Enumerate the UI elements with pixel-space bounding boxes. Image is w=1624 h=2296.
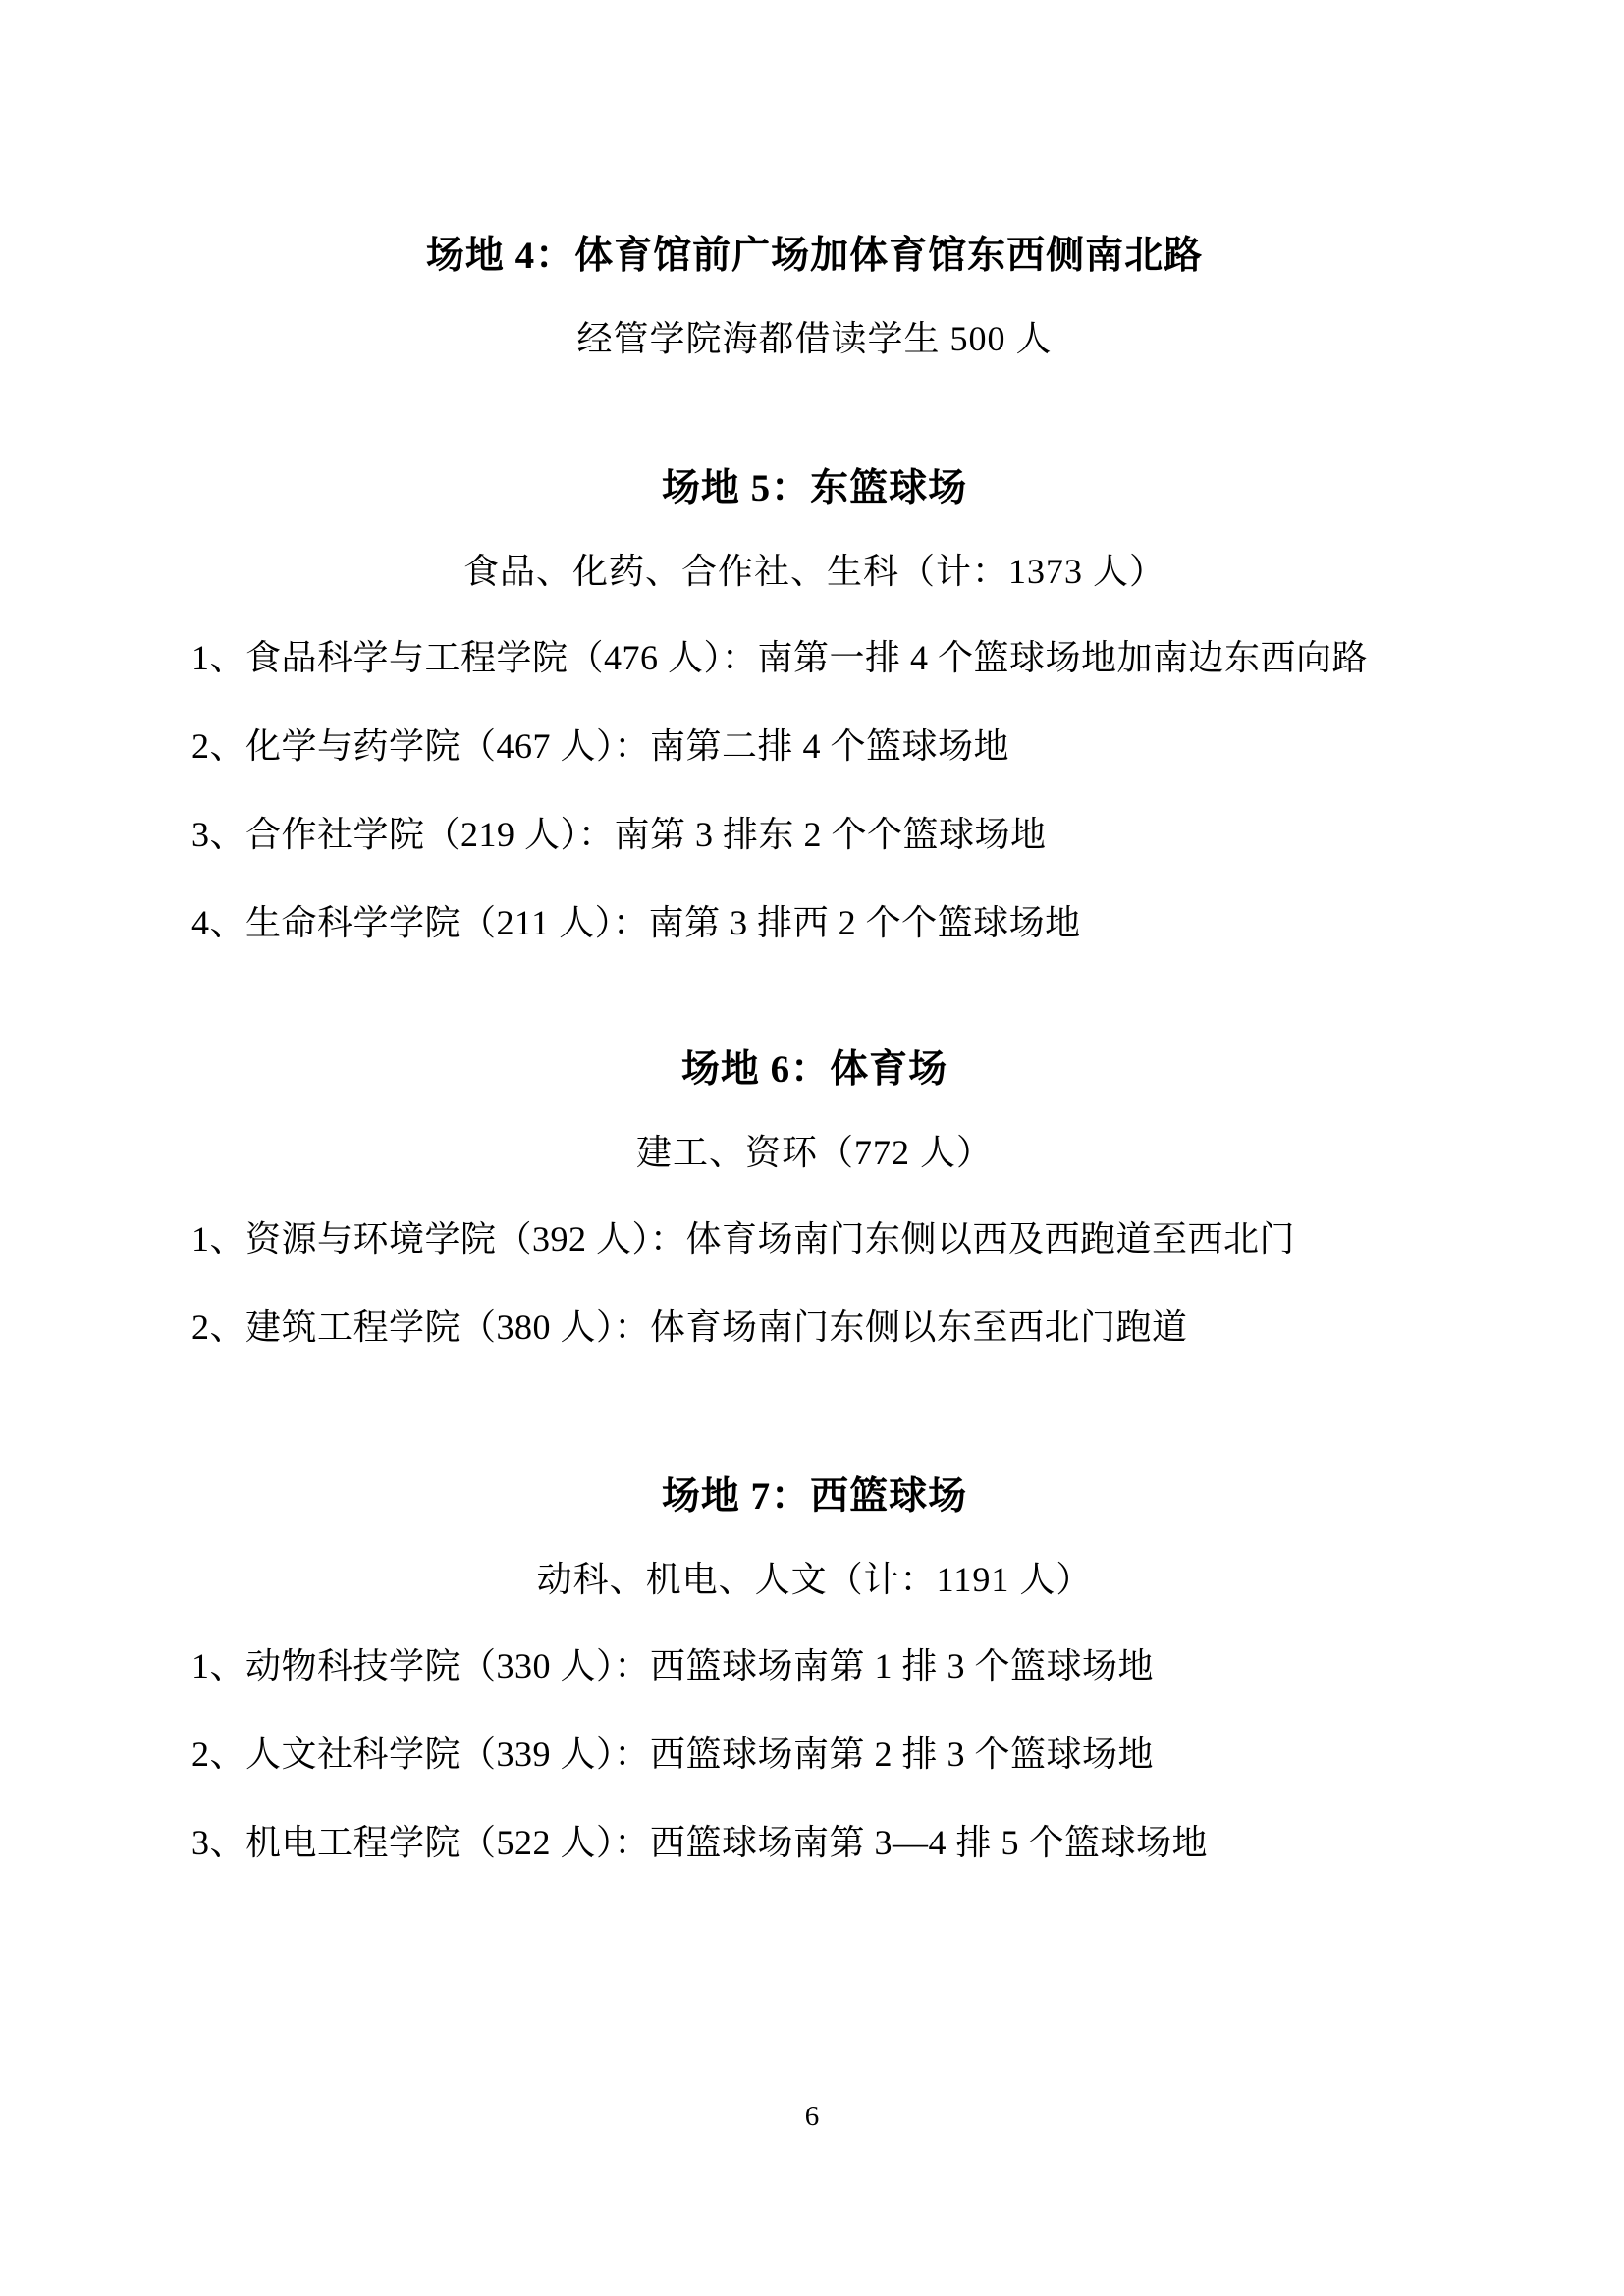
list-item: 2、人文社科学院（339 人）：西篮球场南第 2 排 3 个篮球场地 [191,1735,1155,1774]
venue-5-heading: 场地 5：东篮球场 [661,467,968,509]
list-item: 1、动物科技学院（330 人）：西篮球场南第 1 排 3 个篮球场地 [191,1646,1155,1685]
venue-7-item-list [191,1638,1437,1870]
venue-section-4 [191,228,1437,366]
venue-section-5 [191,460,1437,950]
venue-7-subheading: 动科、机电、人文（计：1191 人） [536,1560,1093,1599]
list-item: 3、机电工程学院（522 人）：西篮球场南第 3—4 排 5 个篮球场地 [191,1823,1209,1862]
venue-4-subheading: 经管学院海都借读学生 500 人 [576,319,1053,358]
page-number: 6 [804,2101,820,2132]
venue-5-item-list [191,630,1437,950]
list-item: 1、资源与环境学院（392 人）：体育场南门东侧以西及西跑道至西北门 [191,1219,1296,1258]
venue-4-heading: 场地 4：体育馆前广场加体育馆东西侧南北路 [425,235,1204,277]
venue-6-subheading: 建工、资环（772 人） [635,1133,993,1172]
venue-section-7 [191,1468,1437,1870]
list-item: 1、食品科学与工程学院（476 人）：南第一排 4 个篮球场地加南边东西向路 [191,638,1369,677]
venue-5-subheading: 食品、化药、合作社、生科（计：1373 人） [462,552,1165,591]
page-footer [0,2099,1624,2134]
list-item: 2、建筑工程学院（380 人）：体育场南门东侧以东至西北门跑道 [191,1308,1188,1347]
venue-section-6 [191,1041,1437,1355]
venue-6-heading: 场地 6：体育场 [680,1048,948,1091]
list-item: 2、化学与药学院（467 人）：南第二排 4 个篮球场地 [191,726,1010,766]
venue-7-heading: 场地 7：西篮球场 [661,1475,968,1518]
list-item: 4、生命科学学院（211 人）：南第 3 排西 2 个个篮球场地 [191,903,1081,942]
list-item: 3、合作社学院（219 人）：南第 3 排东 2 个个篮球场地 [191,815,1047,854]
venue-6-item-list [191,1211,1437,1355]
